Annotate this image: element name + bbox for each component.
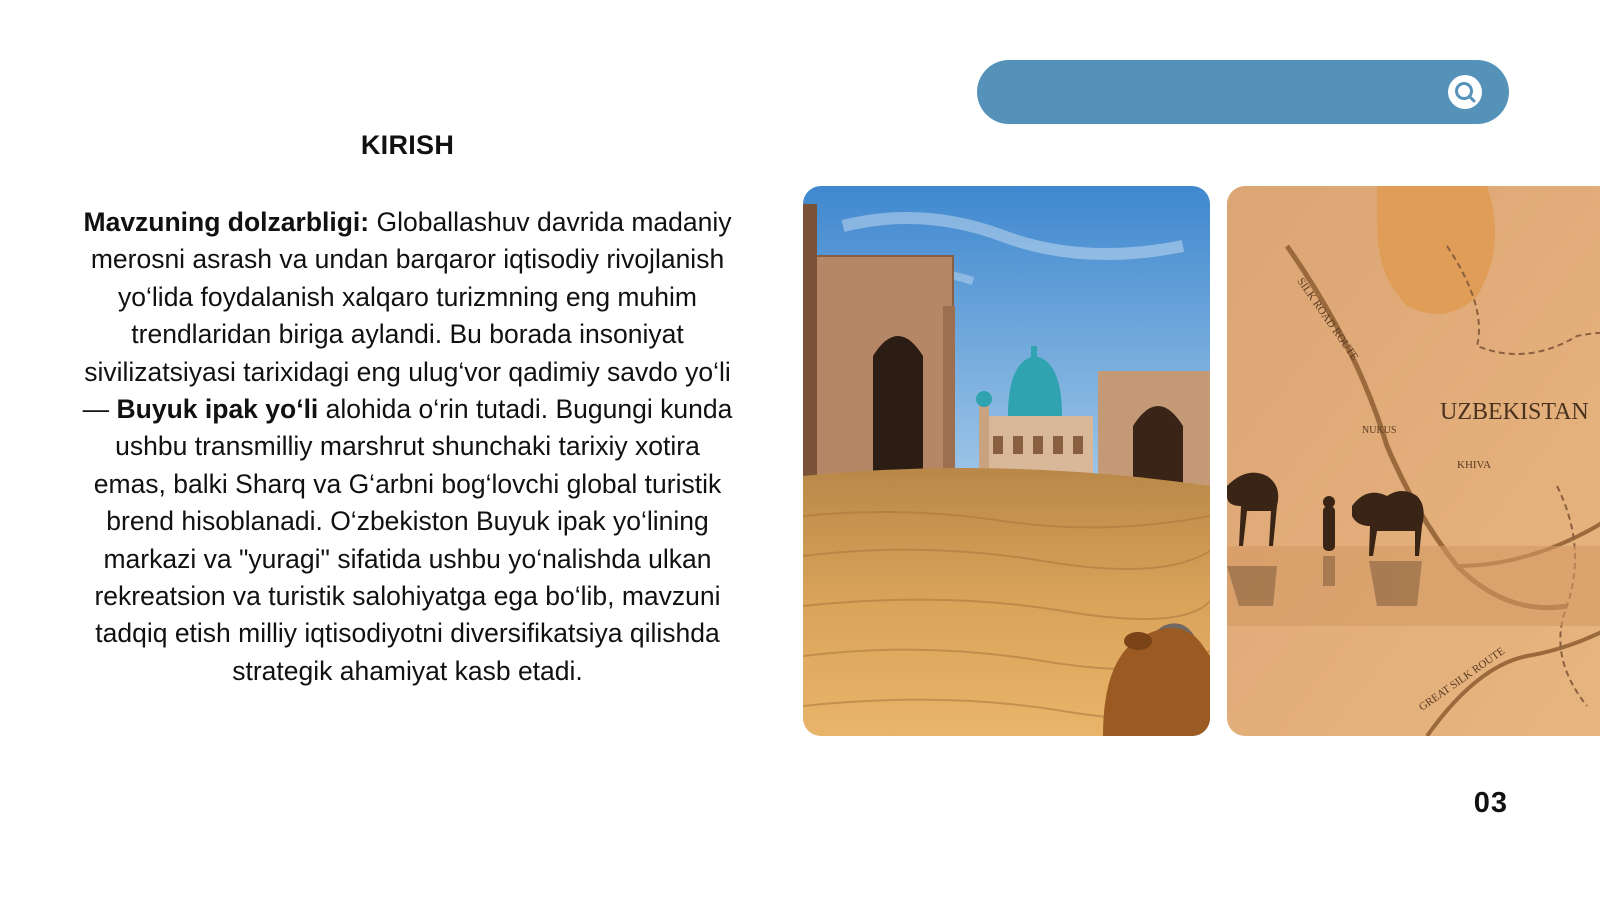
map-route-label-bottom: GREAT SILK ROUTE	[1416, 645, 1508, 714]
paragraph-part-2: alohida o‘rin tutadi. Bugungi kunda ushbu transmilliy marshrut shunchaki tarixiy xotira emas, balki Sharq va G‘arbni bog‘lovchi global turistik brend hisoblanadi. O‘zbekiston Buyuk ipak yo‘lining markazi va "yuragi" sifatida ushbu yo‘nalishda ulkan rekreatsion va turistik salohiyatga ega bo‘lib, mavzuni tadqiq etish milliy iqtisodiyotni diversifikatsiya qilishda strategik ahamiyat kasb etadi.	[93, 394, 733, 686]
slide-title: KIRISH	[360, 130, 455, 160]
map-country-label: UZBEKISTAN	[1440, 399, 1589, 425]
lead-label: Mavzuning dolzarbligi:	[83, 207, 370, 237]
map-city-label-nukus: NUKUS	[1362, 425, 1397, 436]
page-number: 03	[1473, 787, 1508, 819]
map-city-label-khiva: KHIVA	[1457, 459, 1492, 471]
silk-road-map-photo	[1227, 186, 1600, 736]
search-bar[interactable]	[977, 60, 1509, 124]
intro-paragraph	[80, 204, 735, 690]
samarkand-desert-photo	[803, 186, 1210, 736]
silk-road-highlight: Buyuk ipak yo‘li	[116, 394, 319, 425]
search-icon[interactable]	[1447, 74, 1483, 110]
map-route-label-top: SILK ROAD ROUTE	[1294, 275, 1361, 363]
paragraph-part-1: Globallashuv davrida madaniy merosni asrash va undan barqaror iqtisodiy rivojlanish yo‘lida foydalanish xalqaro turizmning eng muhim trendlaridan biriga aylandi. Bu borada insoniyat sivilizatsiyasi tarixidagi eng ulug‘vor qadimiy savdo yo‘li —	[82, 207, 732, 425]
